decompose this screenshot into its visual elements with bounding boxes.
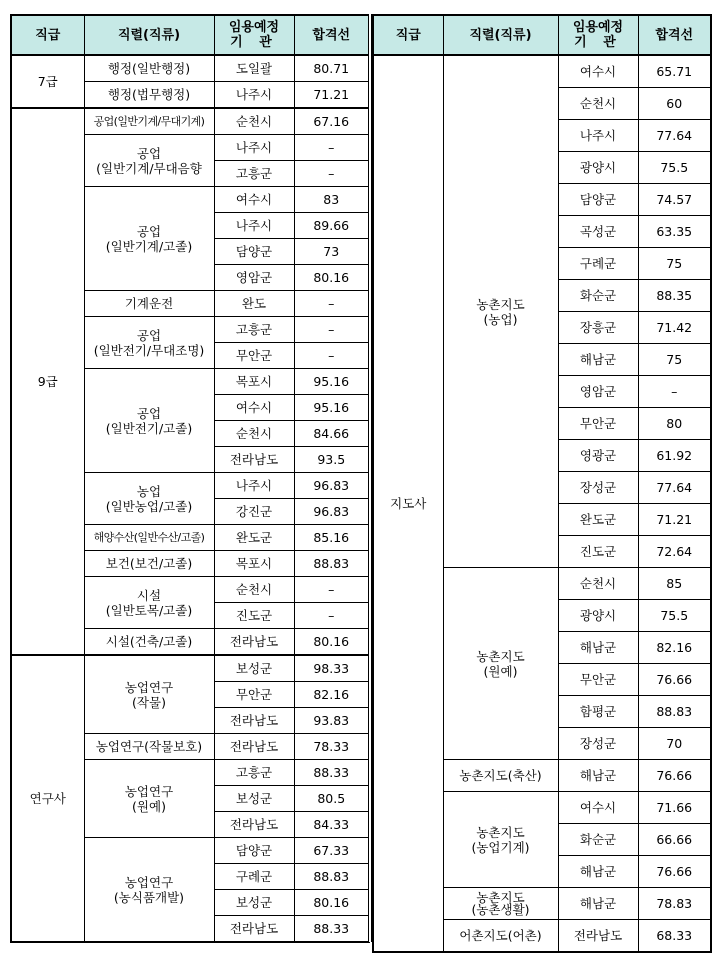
score-cell: 84.66	[294, 421, 369, 447]
score-cell: 66.66	[638, 824, 711, 856]
series-line: 공업	[136, 223, 162, 239]
agency-cell: 완도군	[558, 504, 638, 536]
series-cell	[443, 55, 558, 568]
series-line: 농업	[136, 483, 162, 499]
score-cell: –	[294, 135, 369, 161]
score-cell: 78.33	[294, 734, 369, 760]
table-row	[373, 55, 711, 88]
score-cell: 95.16	[294, 395, 369, 421]
agency-cell: 전라남도	[214, 447, 294, 473]
table-row	[11, 55, 369, 82]
score-cell: 96.83	[294, 473, 369, 499]
score-cell: –	[294, 343, 369, 369]
agency-cell: 전라남도	[214, 629, 294, 656]
series-line: (일반전기/무대조명)	[93, 342, 205, 358]
agency-cell: 여수시	[214, 187, 294, 213]
grade-cell: 지도사	[373, 55, 443, 952]
score-cell: –	[294, 577, 369, 603]
score-cell: 75.5	[638, 600, 711, 632]
results-document	[10, 14, 710, 942]
score-cell: 74.57	[638, 184, 711, 216]
series-line: 농촌지도	[476, 648, 525, 664]
agency-cell: 나주시	[214, 473, 294, 499]
series-line: (농식품개발)	[113, 889, 185, 905]
agency-cell: 장흥군	[558, 312, 638, 344]
series-cell	[84, 317, 214, 369]
score-cell: 63.35	[638, 216, 711, 248]
score-cell: 80.16	[294, 890, 369, 916]
agency-cell: 구례군	[214, 864, 294, 890]
agency-cell: 여수시	[558, 792, 638, 824]
header-grade: 직급	[11, 15, 84, 55]
score-cell: –	[638, 376, 711, 408]
header-score: 합격선	[638, 15, 711, 55]
agency-cell: 완도	[214, 291, 294, 317]
table-row	[11, 108, 369, 135]
series-line: (일반토목/고졸)	[105, 602, 193, 618]
score-cell: 72.64	[638, 536, 711, 568]
agency-cell: 진도군	[214, 603, 294, 629]
agency-cell: 도일괄	[214, 55, 294, 82]
score-cell: 70	[638, 728, 711, 760]
score-cell: 84.33	[294, 812, 369, 838]
score-cell: 88.33	[294, 760, 369, 786]
agency-cell: 고흥군	[214, 760, 294, 786]
grade-cell: 7급	[11, 55, 84, 108]
series-line: (일반기계/고졸)	[105, 238, 193, 254]
score-cell: 88.33	[294, 916, 369, 943]
agency-cell: 영암군	[214, 265, 294, 291]
agency-cell: 해남군	[558, 760, 638, 792]
score-cell: 88.83	[294, 864, 369, 890]
agency-cell: 보성군	[214, 890, 294, 916]
agency-cell: 고흥군	[214, 317, 294, 343]
agency-cell: 무안군	[558, 664, 638, 696]
score-cell: –	[294, 291, 369, 317]
agency-cell: 화순군	[558, 280, 638, 312]
series-cell	[84, 577, 214, 629]
score-cell: 71.42	[638, 312, 711, 344]
score-cell: 76.66	[638, 664, 711, 696]
series-cell	[84, 187, 214, 291]
header-agency-line2: 기 관	[230, 35, 278, 50]
agency-cell: 여수시	[214, 395, 294, 421]
score-cell: 80	[638, 408, 711, 440]
agency-cell: 보성군	[214, 786, 294, 812]
series-line: 농촌지도	[476, 296, 525, 312]
agency-cell: 해남군	[558, 888, 638, 920]
series-line: (일반기계/무대음향	[96, 160, 202, 176]
series-cell	[84, 473, 214, 525]
series-cell: 행정(법무행정)	[84, 82, 214, 109]
agency-cell: 영광군	[558, 440, 638, 472]
agency-cell: 담양군	[214, 838, 294, 864]
series-line: (농촌생활)	[471, 901, 530, 917]
table-row	[11, 655, 369, 682]
agency-cell: 장성군	[558, 472, 638, 504]
agency-cell: 전라남도	[214, 734, 294, 760]
agency-cell: 순천시	[558, 568, 638, 600]
series-cell: 해양수산(일반수산/고졸)	[84, 525, 214, 551]
agency-cell: 목포시	[214, 369, 294, 395]
series-cell: 행정(일반행정)	[84, 55, 214, 82]
agency-cell: 강진군	[214, 499, 294, 525]
score-cell: 83	[294, 187, 369, 213]
grade-cell: 연구사	[11, 655, 84, 942]
header-agency-line2: 기 관	[574, 35, 622, 50]
header-agency-line1: 임용예정	[572, 20, 624, 35]
agency-cell: 무안군	[214, 343, 294, 369]
score-cell: 65.71	[638, 55, 711, 88]
agency-cell: 전라남도	[214, 708, 294, 734]
right-header-row	[373, 15, 711, 55]
series-line: (작물)	[132, 694, 166, 710]
series-cell	[443, 792, 558, 888]
header-agency	[214, 15, 294, 55]
score-cell: 75	[638, 248, 711, 280]
score-cell: 78.83	[638, 888, 711, 920]
series-cell	[84, 369, 214, 473]
score-cell: 80.16	[294, 629, 369, 656]
series-cell	[84, 838, 214, 943]
left-results-table	[10, 14, 370, 943]
agency-cell: 광양시	[558, 600, 638, 632]
agency-cell: 완도군	[214, 525, 294, 551]
series-cell	[443, 888, 558, 920]
score-cell: 76.66	[638, 856, 711, 888]
agency-cell: 담양군	[558, 184, 638, 216]
agency-cell: 고흥군	[214, 161, 294, 187]
series-line: 공업	[136, 145, 162, 161]
score-cell: 60	[638, 88, 711, 120]
score-cell: 85	[638, 568, 711, 600]
series-line: 농업연구	[124, 874, 174, 890]
series-cell	[84, 655, 214, 734]
series-cell	[84, 135, 214, 187]
series-cell: 기계운전	[84, 291, 214, 317]
series-cell	[84, 760, 214, 838]
series-line: (농업기계)	[471, 839, 530, 855]
score-cell: 76.66	[638, 760, 711, 792]
score-cell: 93.83	[294, 708, 369, 734]
agency-cell: 화순군	[558, 824, 638, 856]
score-cell: 67.16	[294, 108, 369, 135]
series-line: 농촌지도	[476, 824, 525, 840]
score-cell: 82.16	[294, 682, 369, 708]
header-series: 직렬(직류)	[84, 15, 214, 55]
series-cell: 공업(일반기계/무대기계)	[84, 108, 214, 135]
agency-cell: 나주시	[214, 135, 294, 161]
series-line: (원예)	[132, 798, 166, 814]
series-line: 농촌지도	[476, 889, 525, 905]
score-cell: 71.21	[638, 504, 711, 536]
agency-cell: 무안군	[558, 408, 638, 440]
score-cell: 96.83	[294, 499, 369, 525]
agency-cell: 해남군	[558, 632, 638, 664]
score-cell: –	[294, 317, 369, 343]
agency-cell: 구례군	[558, 248, 638, 280]
agency-cell: 순천시	[214, 421, 294, 447]
score-cell: 71.66	[638, 792, 711, 824]
score-cell: 89.66	[294, 213, 369, 239]
score-cell: 67.33	[294, 838, 369, 864]
score-cell: 88.83	[638, 696, 711, 728]
series-line: (농업)	[483, 311, 518, 327]
score-cell: –	[294, 161, 369, 187]
series-line: 공업	[136, 405, 162, 421]
score-cell: 88.83	[294, 551, 369, 577]
score-cell: 88.35	[638, 280, 711, 312]
score-cell: 95.16	[294, 369, 369, 395]
agency-cell: 함평군	[558, 696, 638, 728]
series-line: (일반농업/고졸)	[105, 498, 193, 514]
agency-cell: 나주시	[214, 82, 294, 109]
score-cell: 80.71	[294, 55, 369, 82]
series-line: 시설	[136, 587, 162, 603]
agency-cell: 광양시	[558, 152, 638, 184]
agency-cell: 곡성군	[558, 216, 638, 248]
agency-cell: 전라남도	[214, 812, 294, 838]
score-cell: 85.16	[294, 525, 369, 551]
agency-cell: 나주시	[558, 120, 638, 152]
series-line: 농업연구	[124, 783, 174, 799]
grade-cell: 9급	[11, 108, 84, 655]
agency-cell: 전라남도	[214, 916, 294, 943]
series-cell: 보건(보건/고졸)	[84, 551, 214, 577]
score-cell: 77.64	[638, 120, 711, 152]
agency-cell: 순천시	[214, 108, 294, 135]
agency-cell: 장성군	[558, 728, 638, 760]
agency-cell: 목포시	[214, 551, 294, 577]
agency-cell: 여수시	[558, 55, 638, 88]
score-cell: 93.5	[294, 447, 369, 473]
series-line: 농업연구	[124, 679, 174, 695]
series-cell	[443, 568, 558, 760]
header-agency-line1: 임용예정	[228, 20, 280, 35]
agency-cell: 나주시	[214, 213, 294, 239]
score-cell: 71.21	[294, 82, 369, 109]
score-cell: 68.33	[638, 920, 711, 953]
score-cell: 73	[294, 239, 369, 265]
agency-cell: 해남군	[558, 856, 638, 888]
header-agency	[558, 15, 638, 55]
header-series: 직렬(직류)	[443, 15, 558, 55]
agency-cell: 순천시	[558, 88, 638, 120]
score-cell: 75.5	[638, 152, 711, 184]
agency-cell: 해남군	[558, 344, 638, 376]
series-line: (일반전기/고졸)	[105, 420, 193, 436]
agency-cell: 영암군	[558, 376, 638, 408]
score-cell: 75	[638, 344, 711, 376]
agency-cell: 보성군	[214, 655, 294, 682]
score-cell: 80.16	[294, 265, 369, 291]
agency-cell: 순천시	[214, 577, 294, 603]
score-cell: –	[294, 603, 369, 629]
header-grade: 직급	[373, 15, 443, 55]
score-cell: 82.16	[638, 632, 711, 664]
series-cell: 시설(건축/고졸)	[84, 629, 214, 656]
score-cell: 98.33	[294, 655, 369, 682]
right-results-table	[372, 14, 712, 953]
series-cell: 농업연구(작물보호)	[84, 734, 214, 760]
agency-cell: 전라남도	[558, 920, 638, 953]
series-line: (원예)	[483, 663, 518, 679]
header-score: 합격선	[294, 15, 369, 55]
left-header-row	[11, 15, 369, 55]
score-cell: 77.64	[638, 472, 711, 504]
score-cell: 61.92	[638, 440, 711, 472]
series-cell: 어촌지도(어촌)	[443, 920, 558, 953]
agency-cell: 무안군	[214, 682, 294, 708]
score-cell: 80.5	[294, 786, 369, 812]
agency-cell: 진도군	[558, 536, 638, 568]
series-line: 공업	[136, 327, 162, 343]
series-cell: 농촌지도(축산)	[443, 760, 558, 792]
agency-cell: 담양군	[214, 239, 294, 265]
